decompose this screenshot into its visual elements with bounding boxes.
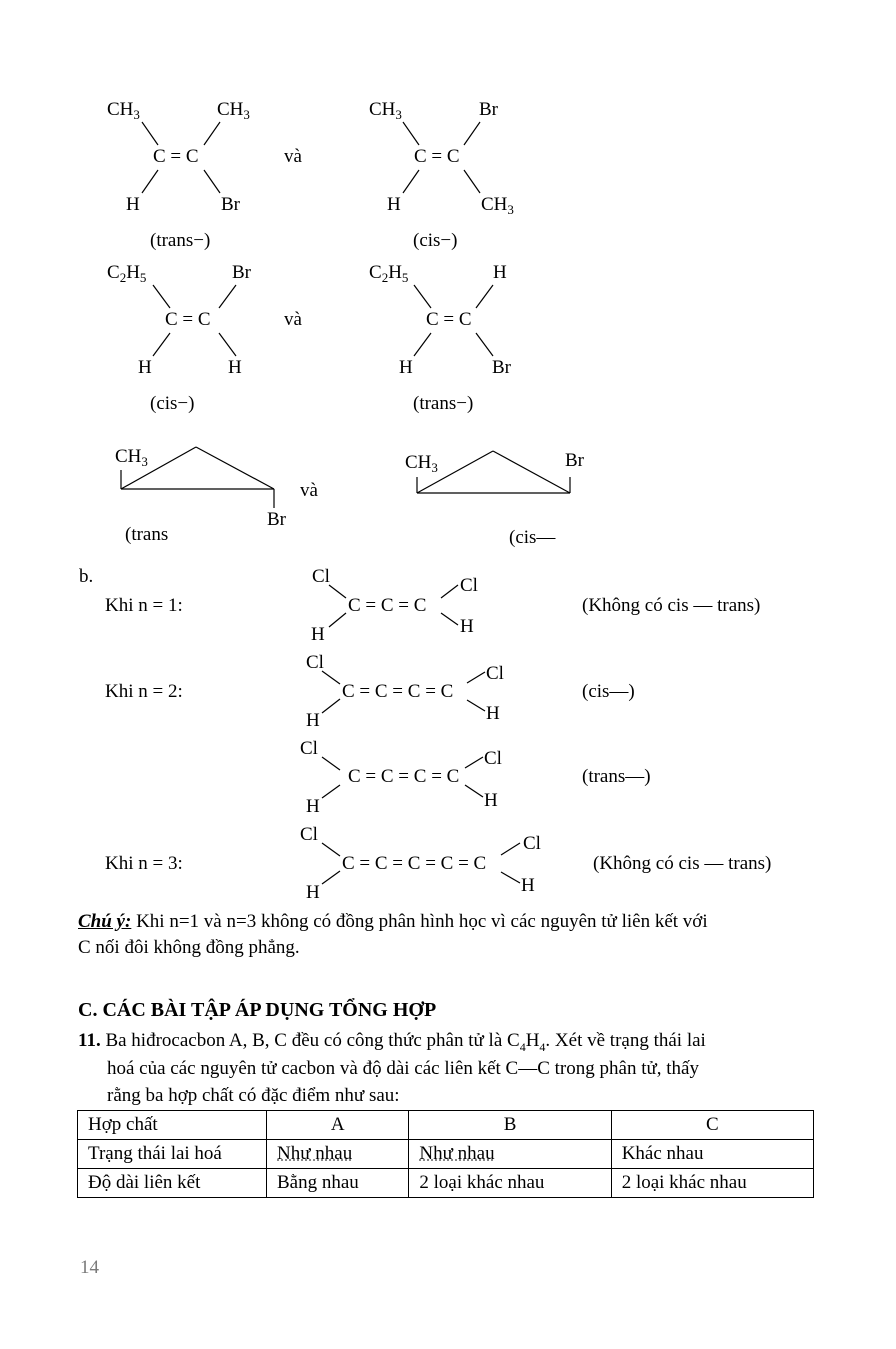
r3l-group: $CH_3$ [115, 446, 148, 469]
exercise-line-1: 11. Ba hiđrocacbon A, B, C đều có công thức phân tử là $C_4H_4$. Xét về trạng thái lai [78, 1030, 706, 1054]
table-cell: Như nhau [267, 1140, 409, 1169]
r1-and: và [284, 146, 302, 167]
r2l-bottom-right: H [228, 357, 242, 378]
r2l-top-right: Br [232, 262, 251, 283]
r2r-top-right: H [493, 262, 507, 283]
r1r-top-right: Br [479, 99, 498, 120]
table-header-cell: Hợp chất [78, 1111, 267, 1140]
r1r-bottom-right: $CH_3$ [481, 194, 514, 217]
n2a-note: (cis—) [582, 681, 635, 702]
note-line-1: Chú ý: Khi n=1 và n=3 không có đồng phân hình học vì các nguyên tử liên kết với [78, 911, 708, 932]
n2a-h-right: H [486, 703, 500, 724]
exercise-line-2: hoá của các nguyên tử cacbon và độ dài các liên kết C—C trong phân tử, thấy [107, 1058, 699, 1079]
r1l-bottom-right: Br [221, 194, 240, 215]
n1-label: Khi n = 1: [105, 595, 183, 616]
table-header-cell: A [267, 1111, 409, 1140]
bond-line [322, 785, 340, 798]
r3r-sub: Br [565, 450, 584, 471]
r1l-label: (trans−) [150, 230, 211, 251]
note-line-2: C nối đôi không đồng phẳng. [78, 937, 300, 958]
r3l-label: (trans [125, 524, 169, 545]
r1l-top-right: $CH_3$ [217, 99, 250, 122]
r1r-core: C = C [414, 146, 460, 167]
table-cell: Như nhau [409, 1140, 611, 1169]
bond-line [467, 700, 485, 711]
n2a-chain: C = C = C = C [342, 681, 454, 702]
bond-line [501, 872, 520, 883]
bond-line [414, 333, 431, 356]
table-cell: Trạng thái lai hoá [78, 1140, 267, 1169]
bond-line [465, 785, 483, 797]
section-c-heading: C. CÁC BÀI TẬP ÁP DỤNG TỔNG HỢP [78, 999, 437, 1021]
n3-note: (Không có cis — trans) [593, 853, 772, 874]
n2b-cl-right: Cl [484, 748, 502, 769]
n1-h-right: H [460, 616, 474, 637]
bond-line [501, 843, 520, 855]
n2a-h-bottom: H [306, 710, 320, 731]
n2a-cl-right: Cl [486, 663, 504, 684]
bond-line [196, 447, 274, 489]
bond-line [464, 170, 480, 193]
page-number: 14 [80, 1257, 99, 1278]
r3l-sub: Br [267, 509, 286, 530]
bond-line [329, 585, 346, 598]
note-label: Chú ý: [78, 911, 132, 932]
table-header-cell: B [409, 1111, 611, 1140]
bond-line [414, 285, 431, 308]
bond-line [476, 333, 493, 356]
bond-line [322, 871, 340, 884]
bond-line [493, 451, 570, 493]
table-cell: Bằng nhau [267, 1169, 409, 1198]
r1r-label: (cis−) [413, 230, 458, 251]
r3r-label: (cis— [509, 527, 556, 548]
bond-line [441, 585, 458, 598]
table-cell: 2 loại khác nhau [409, 1169, 611, 1198]
bond-line [403, 122, 419, 145]
bond-line [441, 613, 458, 625]
bond-line [204, 170, 220, 193]
n1-chain: C = C = C [348, 595, 427, 616]
bond-line [476, 285, 493, 308]
r1l-top-left: $CH_3$ [107, 99, 140, 122]
bond-line [142, 170, 158, 193]
r2-and: và [284, 309, 302, 330]
n3-chain: C = C = C = C = C [342, 853, 487, 874]
bond-line [142, 122, 158, 145]
n2b-note: (trans—) [582, 766, 651, 787]
bond-line [329, 613, 346, 627]
n1-note: (Không có cis — trans) [582, 595, 761, 616]
n2-label: Khi n = 2: [105, 681, 183, 702]
table-row [78, 1140, 814, 1169]
r2r-bottom-right: Br [492, 357, 511, 378]
r2l-core: C = C [165, 309, 211, 330]
bond-line [464, 122, 480, 145]
bond-line [322, 699, 340, 713]
bond-line [204, 122, 220, 145]
n2b-chain: C = C = C = C [348, 766, 460, 787]
table-header-cell: C [611, 1111, 813, 1140]
n2b-h-bottom: H [306, 796, 320, 817]
n1-h-bottom: H [311, 624, 325, 645]
bond-line [467, 672, 485, 683]
r2l-label: (cis−) [150, 393, 195, 414]
n2a-cl-top: Cl [306, 652, 324, 673]
bond-line [219, 285, 236, 308]
n2b-h-right: H [484, 790, 498, 811]
r3-and: và [300, 480, 318, 501]
bond-line [322, 757, 340, 770]
bond-line [322, 671, 340, 684]
n1-cl-top: Cl [312, 566, 330, 587]
properties-table [77, 1110, 814, 1198]
r2r-core: C = C [426, 309, 472, 330]
bond-line [219, 333, 236, 356]
table-cell: Khác nhau [611, 1140, 813, 1169]
r1l-bottom-left: H [126, 194, 140, 215]
n3-h-right: H [521, 875, 535, 896]
part-b-label: b. [79, 566, 94, 587]
r1l-core: C = C [153, 146, 199, 167]
r2l-bottom-left: H [138, 357, 152, 378]
r2r-label: (trans−) [413, 393, 474, 414]
bond-line [153, 285, 170, 308]
exercise-line-3: rằng ba hợp chất có đặc điểm như sau: [107, 1085, 400, 1106]
n3-h-bottom: H [306, 882, 320, 903]
bond-line [153, 333, 170, 356]
table-row [78, 1169, 814, 1198]
r2r-top-left: $C_2H_5$ [369, 262, 409, 285]
r1r-bottom-left: H [387, 194, 401, 215]
table-cell: Độ dài liên kết [78, 1169, 267, 1198]
n3-cl-right: Cl [523, 833, 541, 854]
bond-line [322, 843, 340, 856]
table-header-row [78, 1111, 814, 1140]
r2r-bottom-left: H [399, 357, 413, 378]
n3-cl-top: Cl [300, 824, 318, 845]
bond-line [465, 757, 483, 768]
n2b-cl-top: Cl [300, 738, 318, 759]
n1-cl-right: Cl [460, 575, 478, 596]
table-cell: 2 loại khác nhau [611, 1169, 813, 1198]
bond-line [403, 170, 419, 193]
r2l-top-left: $C_2H_5$ [107, 262, 147, 285]
r1r-top-left: $CH_3$ [369, 99, 402, 122]
n3-label: Khi n = 3: [105, 853, 183, 874]
exercise-number: 11. [78, 1030, 101, 1051]
r3r-group: $CH_3$ [405, 452, 438, 475]
